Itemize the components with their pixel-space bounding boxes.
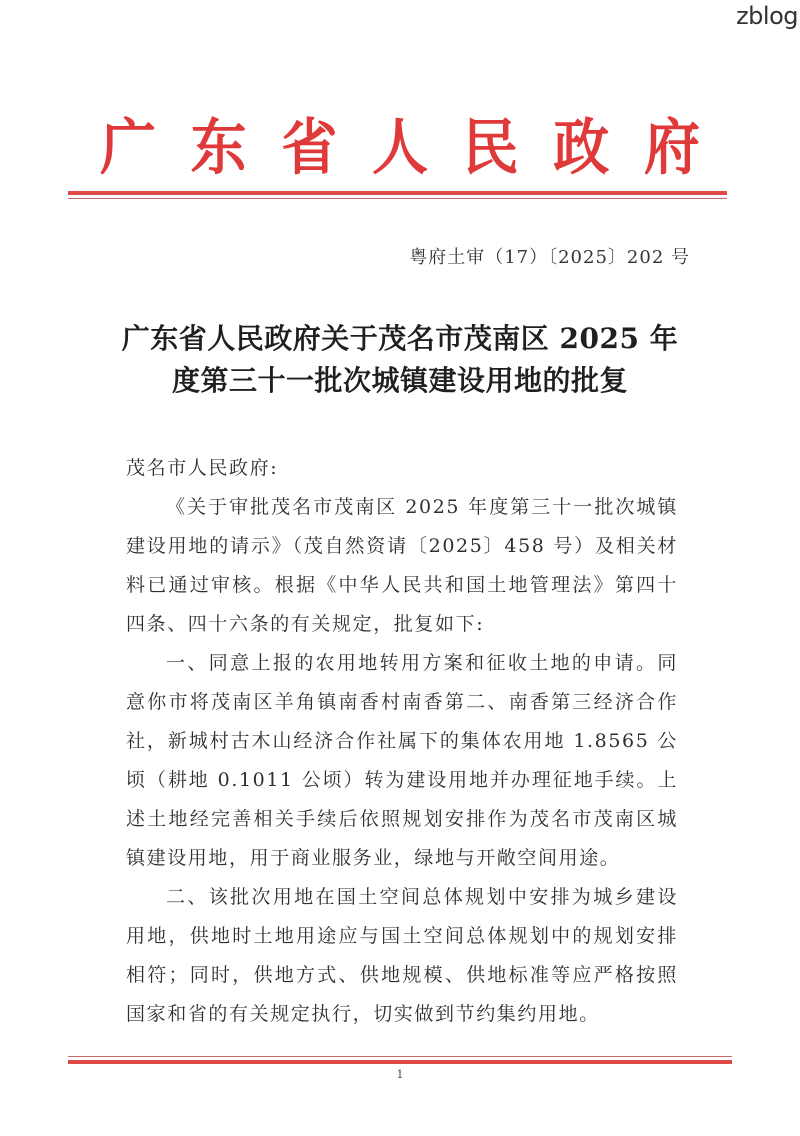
title-line-1: 广东省人民政府关于茂名市茂南区 2025 年 — [121, 322, 679, 355]
page-number: 1 — [396, 1068, 404, 1081]
salutation: 茂名市人民政府: — [126, 457, 279, 479]
document-body — [126, 449, 678, 1034]
masthead-char: 人 — [371, 111, 428, 183]
masthead-char: 省 — [281, 111, 338, 183]
paragraph-item-1: 一、同意上报的农用地转用方案和征收土地的申请。同意你市将茂南区羊角镇南香村南香第二、南香第三经济合作社，新城村古木山经济合作社属下的集体农用地 1.8565 公顷（耕地 0.1011 公顷）转为建设用地并办理征地手续。上述土地经完善相关手续后依照规划安排作为茂名市茂南区城镇建设用地，用于商业服务业，绿地与开敞空间用途。 — [126, 652, 678, 869]
masthead-char: 东 — [190, 111, 247, 183]
title-line-2: 度第三十一批次城镇建设用地的批复 — [171, 364, 628, 397]
masthead-char: 府 — [643, 111, 700, 183]
document-number: 粤府土审（17）〔2025〕202 号 — [409, 247, 690, 268]
footer-divider-thin — [68, 1056, 732, 1057]
issuer-masthead — [100, 105, 700, 181]
header-divider-thin — [68, 198, 727, 199]
masthead-char: 民 — [462, 111, 519, 183]
paragraph-item-2: 二、该批次用地在国土空间总体规划中安排为城乡建设用地，供地时土地用途应与国土空间总体规划中的规划安排相符；同时，供地方式、供地规模、供地标准等应严格按照国家和省的有关规定执行，切实做到节约集约用地。 — [126, 886, 678, 1025]
header-divider-thick — [68, 191, 727, 195]
masthead-char: 广 — [100, 111, 156, 183]
paragraph-request: 《关于审批茂名市茂南区 2025 年度第三十一批次城镇建设用地的请示》（茂自然资请〔2025〕458 号）及相关材料已通过审核。根据《中华人民共和国土地管理法》第四十四条、四十六条的有关规定，批复如下: — [126, 496, 678, 635]
document-title — [0, 318, 800, 402]
watermark-text: zblog — [736, 2, 798, 30]
masthead-char: 政 — [553, 111, 610, 183]
footer-divider-thick — [68, 1060, 732, 1064]
